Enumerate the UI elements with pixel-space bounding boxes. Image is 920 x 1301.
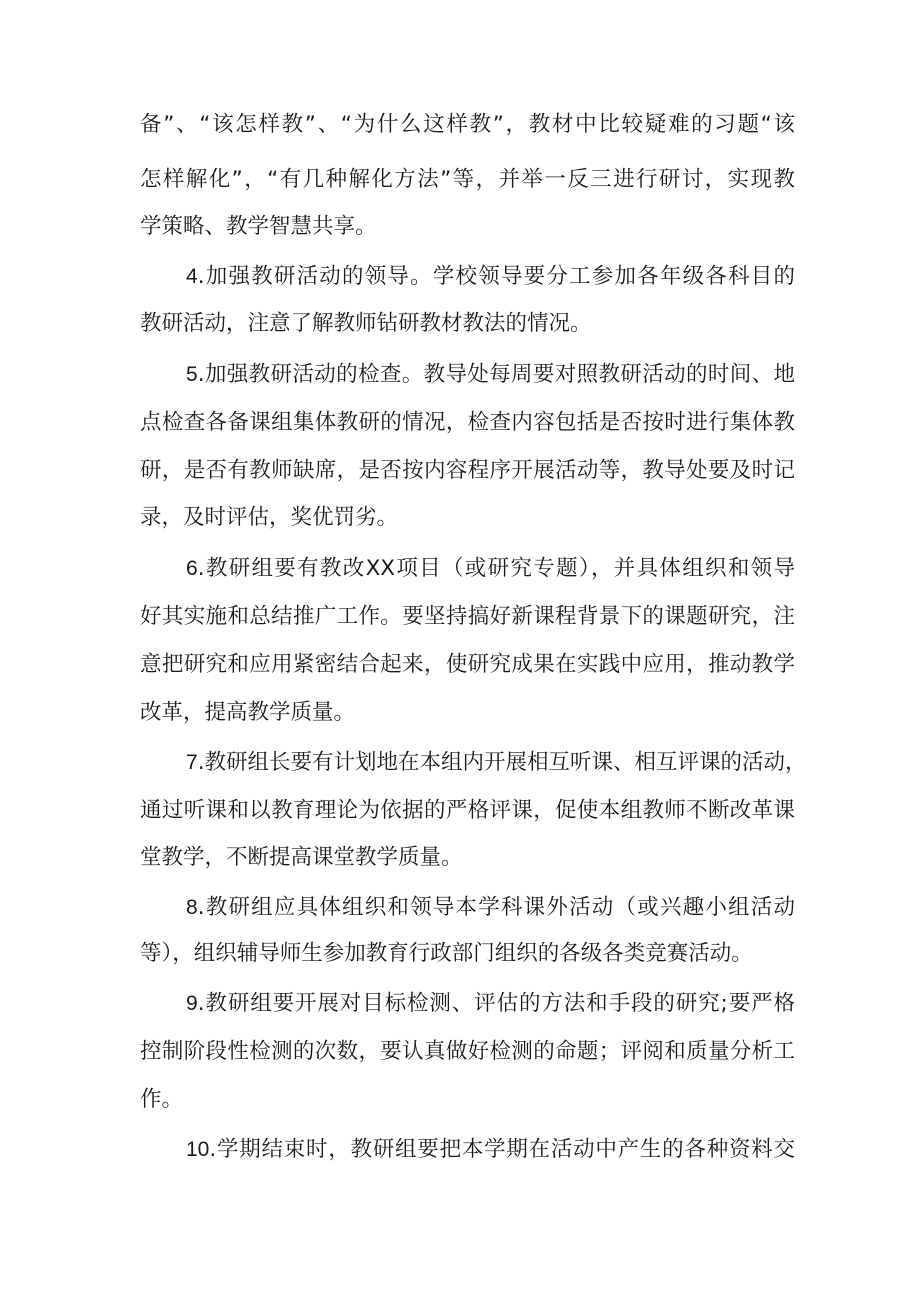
paragraph-number: 10 <box>186 1138 210 1161</box>
paragraph-line: 研，是否有教师缺席，是否按内容程序开展活动等，教导处要及时记 <box>140 458 795 483</box>
paragraph-text: .教研组长要有计划地在本组内开展相互听课、相互评课的活动， <box>197 750 807 775</box>
numbered-paragraph-first-line <box>186 351 795 399</box>
paragraph-line: 意把研究和应用紧密结合起来，使研究成果在实践中应用，推动教学 <box>140 652 795 677</box>
paragraph-line: 备”、“该怎样教”、“为什么这样教”，教材中比较疑难的习题“该 <box>140 112 795 137</box>
paragraph-text: .学期结束时，教研组要把本学期在活动中产生的各种资料交 <box>209 1137 795 1162</box>
paragraph-line: 控制阶段性检测的次数，要认真做好检测的命题；评阅和质量分析工 <box>140 1039 795 1064</box>
paragraph-number: 9 <box>186 992 198 1015</box>
paragraph-number: 5 <box>186 363 198 386</box>
numbered-paragraph-first-line <box>186 253 795 301</box>
paragraph-text: .加强教研活动的领导。学校领导要分工参加各年级各科目的 <box>197 264 795 289</box>
paragraph-number: 7 <box>186 751 198 774</box>
paragraph-text: .教研组应具体组织和领导本学科课外活动（或兴趣小组活动 <box>197 895 795 920</box>
paragraph-text: .加强教研活动的检查。教导处每周要对照教研活动的时间、地 <box>197 362 795 387</box>
paragraph-line: 改革，提高教学质量。 <box>140 700 356 725</box>
paragraph-line: 作。 <box>140 1087 184 1112</box>
paragraph-text: .教研组要开展对目标检测、评估的方法和手段的研究;要严格 <box>197 991 795 1016</box>
paragraph-number: 8 <box>186 896 198 919</box>
paragraph-number: 4 <box>186 265 198 288</box>
numbered-paragraph-first-line <box>186 980 795 1028</box>
paragraph-line: 通过听课和以教育理论为依据的严格评课，促使本组教师不断改革课 <box>140 798 795 823</box>
paragraph-line: 怎样解化”，“有几种解化方法”等，并举一反三进行研讨，实现教 <box>140 167 795 192</box>
paragraph-line: 点检查各备课组集体教研的情况，检查内容包括是否按时进行集体教 <box>140 410 795 435</box>
numbered-paragraph-first-line <box>186 884 795 932</box>
paragraph-line: 堂教学，不断提高课堂教学质量。 <box>140 845 463 870</box>
numbered-paragraph-first-line <box>186 739 807 787</box>
paragraph-line: 好其实施和总结推广工作。要坚持搞好新课程背景下的课题研究，注 <box>140 604 795 629</box>
paragraph-line: 学策略、教学智慧共享。 <box>140 214 377 239</box>
paragraph-line: 录，及时评估，奖优罚劣。 <box>140 505 399 530</box>
paragraph-line: 教研活动，注意了解教师钻研教材教法的情况。 <box>140 311 592 336</box>
paragraph-line: 等），组织辅导师生参加教育行政部门组织的各级各类竞赛活动。 <box>140 941 753 966</box>
paragraph-number: 6 <box>186 557 198 580</box>
paragraph-text: .教研组要有教改XX项目（或研究专题），并具体组织和领导 <box>197 556 795 581</box>
numbered-paragraph-first-line <box>186 1126 795 1174</box>
numbered-paragraph-first-line <box>186 545 795 593</box>
